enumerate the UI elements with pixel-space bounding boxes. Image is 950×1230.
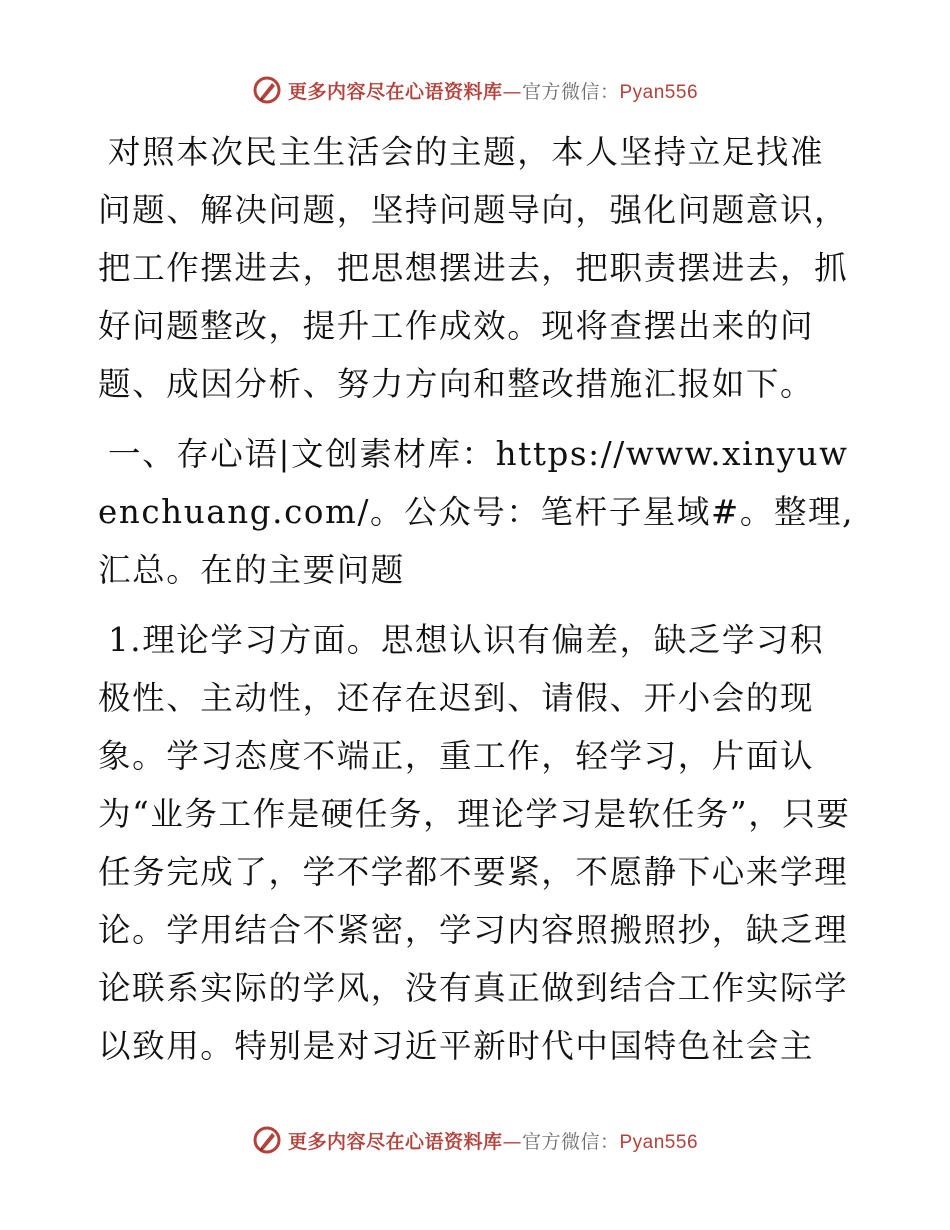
paragraph-theory-study-text: 1.理论学习方面。思想认识有偏差，缺乏学习积极性、主动性，还存在迟到、请假、开小会的现象。学习态度不端正，重工作，轻学习，片面认为“业务工作是硬任务，理论学习是软任务”，只要任务完成了，学不学都不要紧，不愿静下心来学理论。学用结合不紧密，学习内容照搬照抄，缺乏理论联系实际的学风，没有真正做到结合工作实际学以致用。特别是对习近平新时代中国特色社会主 (98, 621, 851, 1065)
watermark-wechat-id: Pyan556 (619, 81, 699, 103)
paragraph-section-heading (98, 425, 858, 599)
watermark-official-label: 官方微信： (521, 80, 620, 103)
pen-logo-icon (252, 75, 282, 105)
watermark-main-text: 更多内容尽在心语资料库 (287, 1130, 503, 1153)
watermark-official-label: 官方微信： (521, 1130, 620, 1153)
paragraph-intro-text: 对照本次民主生活会的主题，本人坚持立足找准问题、解决问题，坚持问题导向，强化问题意识，把工作摆进去，把思想摆进去，把职责摆进去，抓好问题整改，提升工作成效。现将查摆出来的问题、成因分析、努力方向和整改措施汇报如下。 (98, 133, 849, 403)
document-body (98, 123, 858, 1087)
header-watermark-banner (0, 70, 950, 110)
watermark-text (288, 1127, 698, 1154)
watermark-text (288, 77, 698, 104)
pen-logo-icon (252, 1125, 282, 1155)
watermark-dash: — (502, 1130, 522, 1153)
paragraph-theory-study (98, 611, 858, 1075)
footer-watermark-banner (0, 1120, 950, 1160)
watermark-main-text: 更多内容尽在心语资料库 (287, 80, 503, 103)
paragraph-section-heading-text: 一、存心语|文创素材库：https://www.xinyuwenchuang.com/。公众号：笔杆子星域#。整理,汇总。在的主要问题 (98, 435, 855, 589)
watermark-wechat-id: Pyan556 (619, 1131, 699, 1153)
paragraph-intro (98, 123, 858, 413)
watermark-dash: — (502, 80, 522, 103)
